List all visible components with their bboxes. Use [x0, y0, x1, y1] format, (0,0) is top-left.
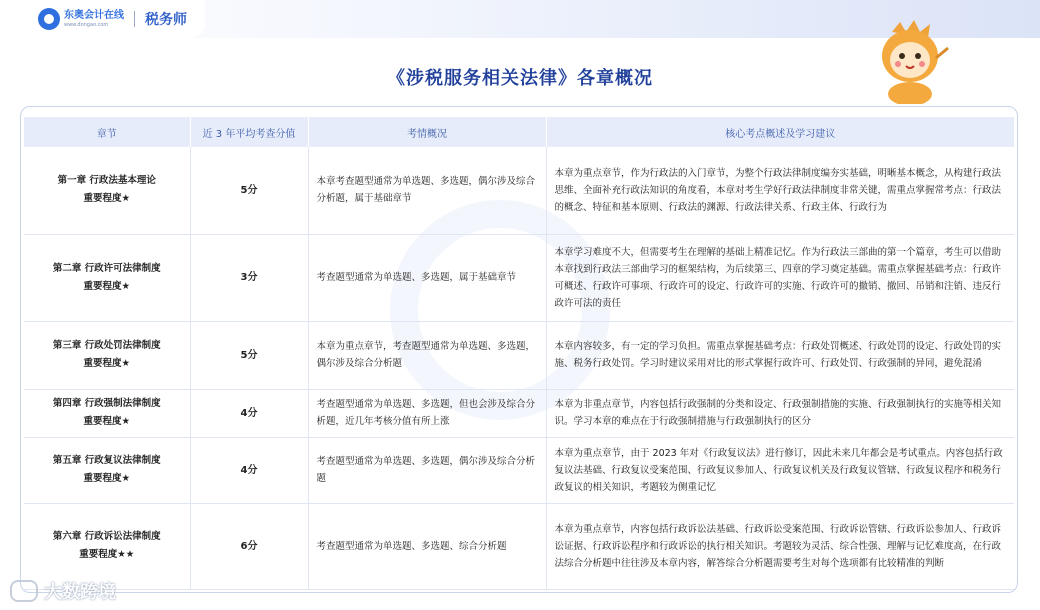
page-title: 《涉税服务相关法律》各章概况	[387, 68, 653, 89]
logo-text	[64, 11, 124, 28]
chapter-cell	[24, 147, 190, 234]
chapter-title: 第五章 行政复议法律制度	[52, 455, 161, 466]
overview-cell: 考查题型通常为单选题、多选题，但也会涉及综合分析题，近几年考核分值有所上涨	[308, 389, 546, 437]
chapter-cell	[24, 234, 190, 321]
mascot-icon	[870, 18, 950, 104]
overview-cell: 考查题型通常为单选题、多选题、综合分析题	[308, 503, 546, 589]
chapter-cell	[24, 321, 190, 389]
chapter-overview-table	[24, 117, 1014, 590]
watermark	[10, 578, 116, 604]
brand-header	[0, 0, 205, 38]
brand-divider	[134, 11, 135, 27]
chapter-importance: 重要程度★	[83, 473, 131, 484]
chapter-title: 第二章 行政许可法律制度	[52, 262, 161, 274]
overview-cell: 考查题型通常为单选题、多选题，偶尔涉及综合分析题	[308, 437, 546, 503]
watermark-logo-icon	[10, 580, 38, 602]
table-row	[24, 389, 1014, 437]
table-row	[24, 234, 1014, 321]
table-row	[24, 147, 1014, 234]
chapter-title: 第六章 行政诉讼法律制度	[52, 531, 161, 542]
dongao-logo-icon	[38, 8, 60, 30]
advice-cell: 本章为重点章节，内容包括行政诉讼法基础、行政诉讼受案范围、行政诉讼管辖、行政诉讼参加人、行政诉讼证据、行政诉讼程序和行政诉讼的执行相关知识。考题较为灵活、综合性强、理解与记忆难度高，在行政法综合分析题中往往涉及本章内容，解答综合分析题需要考生对每个选项都有比较精准的判断	[546, 503, 1014, 589]
logo-name: 东奥会计在线	[64, 9, 124, 21]
chapter-importance: 重要程度★	[83, 280, 131, 292]
chapter-cell	[24, 389, 190, 437]
advice-cell: 本章学习难度不大，但需要考生在理解的基础上精准记忆。作为行政法三部曲的第一个篇章，考生可以借助本章找到行政法三部曲学习的框架结构，为后续第三、四章的学习奠定基础。需重点掌握基础考点：行政许可概述、行政许可事项、行政许可的设定、行政许可的实施、行政许可的撤销、撤回、吊销和注销、违反行政许可法的责任	[546, 234, 1014, 321]
overview-cell: 考查题型通常为单选题、多选题，属于基础章节	[308, 234, 546, 321]
header-score: 近 3 年平均考查分值	[190, 117, 308, 147]
chapter-title: 第三章 行政处罚法律制度	[52, 340, 161, 351]
chapter-importance: 重要程度★	[83, 193, 131, 205]
logo-url: www.dongao.com	[64, 21, 109, 28]
chapter-importance: 重要程度★★	[79, 549, 135, 560]
score-cell: 3分	[190, 234, 308, 321]
header-advice: 核心考点概述及学习建议	[546, 117, 1014, 147]
overview-cell: 本章考查题型通常为单选题、多选题，偶尔涉及综合分析题，属于基础章节	[308, 147, 546, 234]
chapter-title: 第四章 行政强制法律制度	[52, 398, 161, 409]
score-cell: 5分	[190, 321, 308, 389]
header-overview: 考情概况	[308, 117, 546, 147]
chapter-title: 第一章 行政法基本理论	[57, 175, 156, 187]
header-chapter: 章节	[24, 117, 190, 147]
chapter-cell	[24, 437, 190, 503]
chapter-cell	[24, 503, 190, 589]
score-cell: 4分	[190, 389, 308, 437]
advice-cell: 本章为重点章节，由于 2023 年对《行政复议法》进行修订，因此未来几年都会是考试重点。内容包括行政复议法基础、行政复议受案范围、行政复议参加人、行政复议机关及行政复议管辖、行政复议程序和税务行政复议的相关知识，考题较为侧重记忆	[546, 437, 1014, 503]
watermark-text: 大数跨境	[44, 582, 116, 603]
score-cell: 5分	[190, 147, 308, 234]
chapter-importance: 重要程度★	[83, 358, 131, 369]
advice-cell: 本章为重点章节，作为行政法的入门章节，为整个行政法律制度编夯实基础，明晰基本概念，从构建行政法思维、全面补充行政法知识的角度看，本章对考生学好行政法律制度非常关键，需重点掌握常考点：行政法的概念、特征和基本原则、行政法的渊源、行政法律关系、行政主体、行政行为	[546, 147, 1014, 234]
table-header-row	[24, 117, 1014, 147]
overview-cell: 本章为重点章节，考查题型通常为单选题、多选题，偶尔涉及综合分析题	[308, 321, 546, 389]
score-cell: 4分	[190, 437, 308, 503]
table-row	[24, 437, 1014, 503]
chapter-importance: 重要程度★	[83, 416, 131, 427]
table-row	[24, 321, 1014, 389]
section-label: 税务师	[145, 12, 187, 28]
advice-cell: 本章为非重点章节，内容包括行政强制的分类和设定、行政强制措施的实施、行政强制执行的实施等相关知识。学习本章的难点在于行政强制措施与行政强制执行的区分	[546, 389, 1014, 437]
score-cell: 6分	[190, 503, 308, 589]
advice-cell: 本章内容较多，有一定的学习负担。需重点掌握基础考点：行政处罚概述、行政处罚的设定、行政处罚的实施、税务行政处罚。学习时建议采用对比的形式掌握行政许可、行政处罚、行政强制的异同，避免混淆	[546, 321, 1014, 389]
table-row	[24, 503, 1014, 589]
